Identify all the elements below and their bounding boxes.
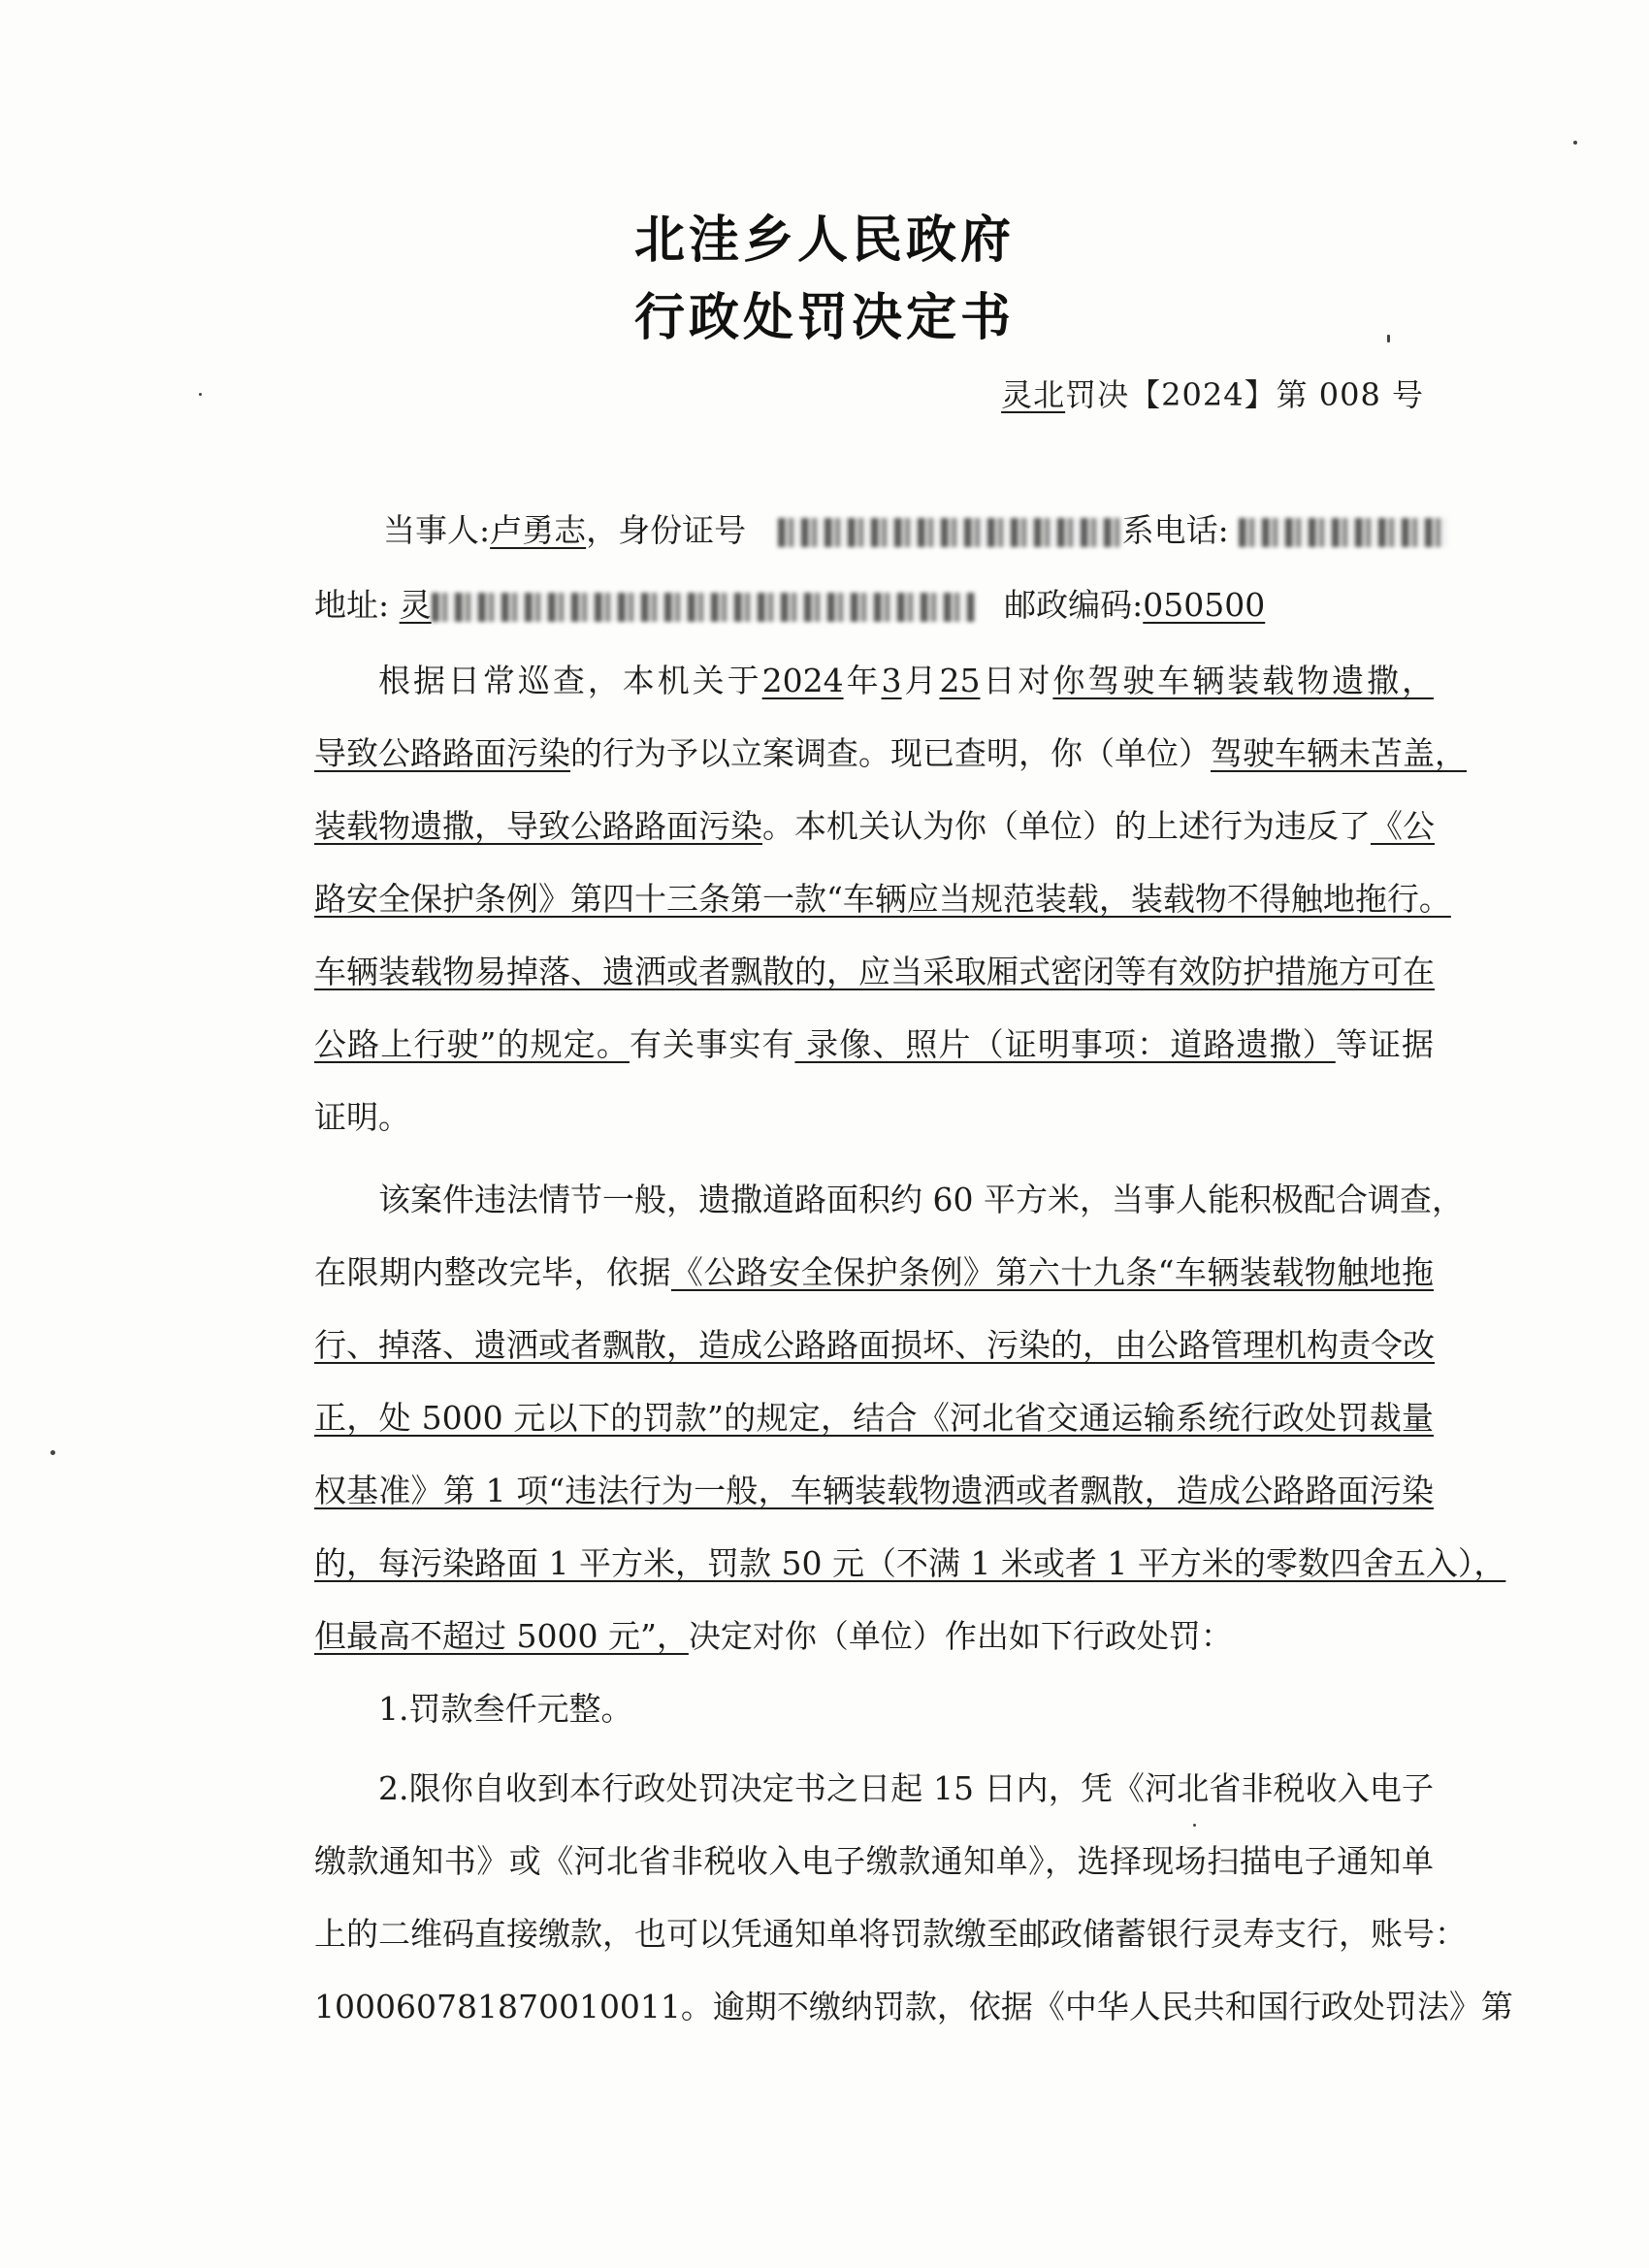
penalty-item-2-line-4 [314, 1986, 1513, 2028]
issuing-authority-title: 北洼乡人民政府 [633, 211, 1015, 270]
redacted-address [432, 593, 975, 622]
body-line-3 [314, 805, 1434, 848]
penalty-item-2-line-1 [378, 1767, 1434, 1810]
text-segment: 该案件违法情节一般，遗撒道路面积约 60 平方米，当事人能积极配合调查， [378, 1181, 1464, 1218]
inspection-month: 3 [881, 662, 902, 699]
penalty-item-2-line-2 [314, 1840, 1434, 1883]
text-segment: 上的二维码直接缴款，也可以凭通知单将罚款缴至邮政储蓄银行灵寿支行，账号： [314, 1915, 1467, 1953]
text-segment: 。本机关认为你（单位）的上述行为违反了 [762, 807, 1371, 845]
inspection-day: 25 [939, 662, 981, 699]
inspection-year: 2024 [761, 662, 844, 699]
body-line-1 [378, 660, 1434, 702]
body-line-2 [314, 732, 1467, 775]
body-line-13 [314, 1542, 1506, 1585]
body-line-10 [314, 1324, 1434, 1367]
party-line [383, 509, 1447, 552]
scan-speck [1387, 335, 1390, 342]
document-number-prefix: 灵北 [1001, 376, 1066, 413]
address-line [314, 584, 1265, 627]
body-line-12 [314, 1470, 1434, 1512]
body-line-4 [314, 878, 1451, 921]
text-segment: 决定对你（单位）作出如下行政处罚： [688, 1617, 1233, 1655]
penalty-basis: 的，每污染路面 1 平方米，罚款 50 元（不满 1 米或者 1 平方米的零数四舍五入）， [314, 1544, 1506, 1582]
penalty-basis: 行、掉落、遗洒或者飘散，造成公路路面损坏、污染的，由公路管理机构责令改 [314, 1326, 1435, 1364]
penalty-basis: 权基准》第 1 项“违法行为一般，车辆装载物遗洒或者飘散，造成公路路面污染 [314, 1472, 1434, 1509]
text-segment: 在限期内整改完毕，依据 [314, 1253, 671, 1291]
scan-speck [199, 393, 202, 396]
address-start: 灵 [399, 586, 432, 624]
body-line-5 [314, 951, 1434, 993]
document-type-title: 行政处罚决定书 [633, 288, 1015, 347]
penalty-item-1: 1.罚款叁仟元整。 [378, 1690, 633, 1728]
body-line-7: 证明。 [314, 1098, 410, 1136]
text-segment: 年 [843, 662, 882, 699]
scan-speck [1193, 1824, 1196, 1827]
document-number-rest: 罚决【2024】第 008 号 [1065, 376, 1424, 413]
body-line-9 [314, 1251, 1434, 1294]
text-segment: 100060781870010011。逾期不缴纳罚款，依据《中华人民共和国行政处罚法》第 [314, 1988, 1513, 2025]
party-label: 当事人: [383, 511, 491, 549]
body-line-14 [314, 1615, 1233, 1658]
address-label: 地址: [314, 586, 390, 624]
redacted-phone-number [1239, 518, 1447, 547]
penalty-basis: 正，处 5000 元以下的罚款”的规定，结合《河北省交通运输系统行政处罚裁量 [314, 1399, 1434, 1437]
cited-regulation: 路安全保护条例》第四十三条第一款“车辆应当规范装载，装载物不得触地拖行。 [314, 880, 1451, 918]
body-line-11 [314, 1397, 1434, 1440]
text-segment: 根据日常巡查，本机关于 [378, 662, 762, 699]
postal-label: 邮政编码: [1004, 586, 1144, 624]
id-label: ，身份证号 [586, 511, 747, 549]
text-segment: 的行为予以立案调查。现已查明，你（单位） [570, 734, 1211, 772]
evidence-description: 录像、照片（证明事项：道路遗撒） [794, 1025, 1336, 1063]
postal-code: 050500 [1143, 586, 1266, 624]
body-line-6 [314, 1023, 1434, 1066]
finding-description: 装载物遗撒，导致公路路面污染 [314, 807, 762, 845]
party-name: 卢勇志 [490, 511, 587, 549]
violation-description: 你驾驶车辆装载物遗撒， [1052, 662, 1435, 699]
scan-speck [50, 1450, 55, 1455]
text-segment: 日对 [980, 662, 1053, 699]
document-number [1001, 371, 1424, 415]
text-segment: 月 [901, 662, 940, 699]
penalty-basis: 但最高不超过 5000 元”， [314, 1617, 689, 1655]
cited-regulation: 公路上行驶”的规定。 [314, 1025, 630, 1063]
finding-description: 驾驶车辆未苫盖， [1211, 734, 1467, 772]
cited-regulation: 车辆装载物易掉落、遗洒或者飘散的，应当采取厢式密闭等有效防护措施方可在 [314, 953, 1435, 990]
phone-label: 系电话: [1121, 511, 1229, 549]
cited-regulation: 《公 [1371, 807, 1435, 845]
text-segment: 缴款通知书》或《河北省非税收入电子缴款通知单》，选择现场扫描电子通知单 [314, 1842, 1434, 1880]
body-line-8 [378, 1179, 1464, 1221]
violation-description: 导致公路路面污染 [314, 734, 570, 772]
text-segment: 等证据 [1335, 1025, 1435, 1063]
text-segment: 2.限你自收到本行政处罚决定书之日起 15 日内，凭《河北省非税收入电子 [378, 1769, 1434, 1807]
penalty-item-2-line-3 [314, 1913, 1467, 1956]
text-segment: 有关事实有 [629, 1025, 795, 1063]
scan-speck [1573, 141, 1577, 145]
penalty-basis: 《公路安全保护条例》第六十九条“车辆装载物触地拖 [670, 1253, 1435, 1291]
redacted-id-number [778, 518, 1122, 547]
